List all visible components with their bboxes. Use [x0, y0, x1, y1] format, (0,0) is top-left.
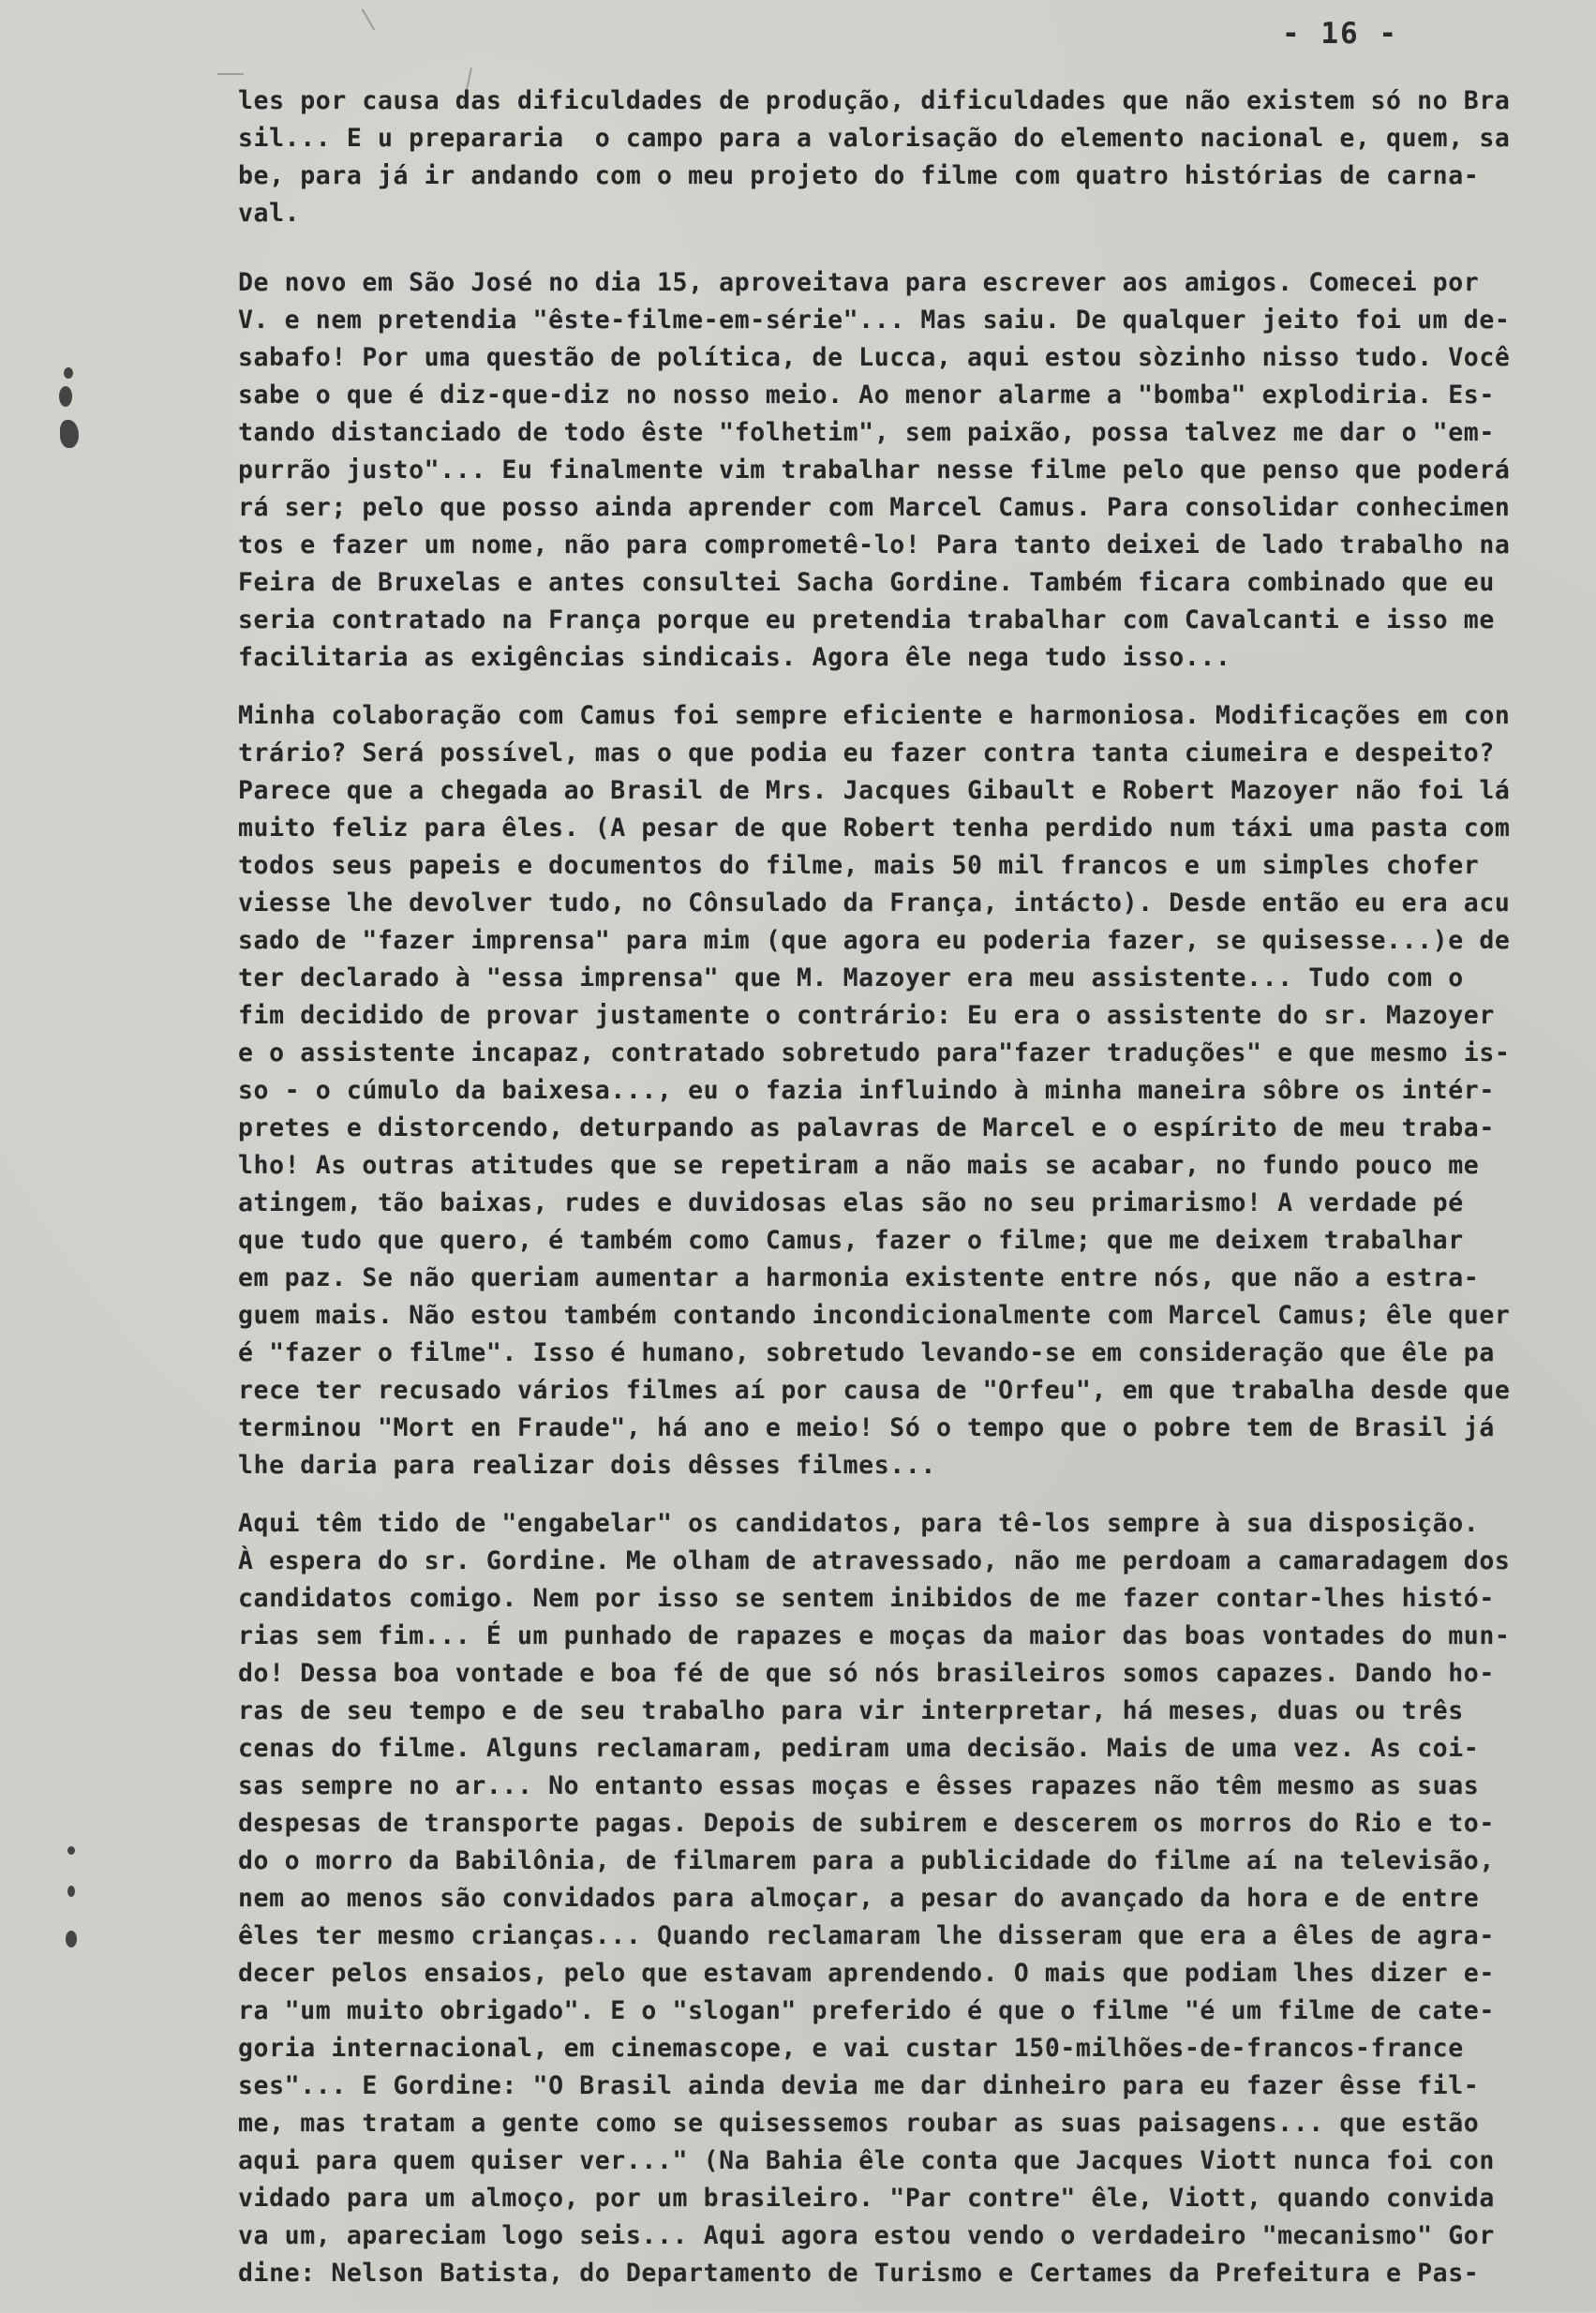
- text-line: sil... E u prepararia o campo para a valorisação do elemento nacional e, quem, sa: [238, 124, 1511, 153]
- text-line: êles ter mesmo crianças... Quando reclamaram lhe disseram que era a êles de agra-: [238, 1921, 1495, 1950]
- paragraph: [238, 264, 1588, 677]
- text-line: que tudo que quero, é também como Camus, fazer o filme; que me deixem trabalhar: [238, 1226, 1464, 1255]
- text-line: ra "um muito obrigado". E o "slogan" preferido é que o filme "é um filme de cate-: [238, 1996, 1495, 2025]
- text-line: despesas de transporte pagas. Depois de subirem e descerem os morros do Rio e to-: [238, 1809, 1495, 1838]
- text-line: val.: [238, 199, 301, 228]
- text-line: cenas do filme. Alguns reclamaram, pediram uma decisão. Mais de uma vez. As coi-: [238, 1734, 1480, 1763]
- text-line: candidatos comigo. Nem por isso se sentem inibidos de me fazer contar-lhes histó-: [238, 1584, 1495, 1613]
- text-line: be, para já ir andando com o meu projeto do filme com quatro histórias de carna-: [238, 161, 1480, 190]
- text-line: dine: Nelson Batista, do Departamento de Turismo e Certames da Prefeitura e Pas-: [238, 2259, 1480, 2288]
- typed-body: [238, 82, 1588, 2313]
- text-line: V. e nem pretendia "êste-filme-em-série"... Mas saiu. De qualquer jeito foi um de-: [238, 306, 1511, 335]
- text-line: sas sempre no ar... No entanto essas moças e êsses rapazes não têm mesmo as suas: [238, 1771, 1480, 1800]
- paragraph: [238, 1505, 1588, 2292]
- paragraph: [238, 82, 1588, 232]
- text-line: sabafo! Por uma questão de política, de Lucca, aqui estou sòzinho nisso tudo. Você: [238, 343, 1511, 372]
- text-line: tos e fazer um nome, não para comprometê-lo! Para tanto deixei de lado trabalho na: [238, 530, 1511, 560]
- text-line: é "fazer o filme". Isso é humano, sobretudo levando-se em consideração que êle pa: [238, 1338, 1495, 1367]
- binder-hole-mark: [67, 1886, 75, 1897]
- text-line: purrão justo"... Eu finalmente vim trabalhar nesse filme pelo que penso que poderá: [238, 455, 1511, 485]
- text-line: les por causa das dificuldades de produção, dificuldades que não existem só no Bra: [238, 86, 1511, 115]
- text-line: muito feliz para êles. (A pesar de que Robert tenha perdido num táxi uma pasta com: [238, 813, 1511, 843]
- text-line: me, mas tratam a gente como se quisessemos roubar as suas paisagens... que estão: [238, 2109, 1480, 2138]
- text-line: rá ser; pelo que posso ainda aprender com Marcel Camus. Para consolidar conhecimen: [238, 493, 1511, 522]
- text-line: ses"... E Gordine: "O Brasil ainda devia me dar dinheiro para eu fazer êsse fil-: [238, 2071, 1480, 2100]
- text-line: Parece que a chegada ao Brasil de Mrs. Jacques Gibault e Robert Mazoyer não foi lá: [238, 776, 1511, 805]
- text-line: todos seus papeis e documentos do filme, mais 50 mil francos e um simples chofer: [238, 851, 1480, 880]
- text-line: nem ao menos são convidados para almoçar, a pesar do avançado da hora e de entre: [238, 1884, 1480, 1913]
- text-line: rece ter recusado vários filmes aí por causa de "Orfeu", em que trabalha desde que: [238, 1376, 1511, 1405]
- text-line: vidado para um almoço, por um brasileiro. "Par contre" êle, Viott, quando convida: [238, 2184, 1495, 2213]
- text-line: facilitaria as exigências sindicais. Agora êle nega tudo isso...: [238, 643, 1231, 672]
- binder-hole-mark: [66, 1931, 77, 1947]
- text-line: va um, apareciam logo seis... Aqui agora estou vendo o verdadeiro "mecanismo" Gor: [238, 2221, 1495, 2250]
- binder-hole-mark: [59, 386, 72, 407]
- text-line: rias sem fim... É um punhado de rapazes e moças da maior das boas vontades do mun-: [238, 1621, 1511, 1650]
- text-line: lho! As outras atitudes que se repetiram a não mais se acabar, no fundo pouco me: [238, 1151, 1480, 1180]
- paper-scratch-mark: [362, 8, 376, 31]
- text-line: Minha colaboração com Camus foi sempre eficiente e harmoniosa. Modificações em con: [238, 701, 1511, 730]
- binder-hole-mark: [64, 367, 73, 379]
- text-line: aqui para quem quiser ver..." (Na Bahia êle conta que Jacques Viott nunca foi con: [238, 2146, 1495, 2175]
- paper-scratch-mark: [217, 73, 244, 75]
- text-line: do! Dessa boa vontade e boa fé de que só nós brasileiros somos capazes. Dando ho-: [238, 1659, 1495, 1688]
- text-line: goria internacional, em cinemascope, e vai custar 150-milhões-de-francos-france: [238, 2034, 1464, 2063]
- text-line: em paz. Se não queriam aumentar a harmonia existente entre nós, que não a estra-: [238, 1263, 1480, 1292]
- text-line: e o assistente incapaz, contratado sobretudo para"fazer traduções" e que mesmo is-: [238, 1038, 1511, 1067]
- text-line: fim decidido de provar justamente o contrário: Eu era o assistente do sr. Mazoyer: [238, 1001, 1495, 1030]
- text-line: pretes e distorcendo, deturpando as palavras de Marcel e o espírito de meu traba-: [238, 1113, 1495, 1142]
- text-line: atingem, tão baixas, rudes e duvidosas elas são no seu primarismo! A verdade pé: [238, 1188, 1464, 1217]
- text-line: terminou "Mort en Fraude", há ano e meio! Só o tempo que o pobre tem de Brasil já: [238, 1413, 1495, 1442]
- text-line: trário? Será possível, mas o que podia eu fazer contra tanta ciumeira e despeito?: [238, 739, 1495, 768]
- text-line: seria contratado na França porque eu pretendia trabalhar com Cavalcanti e isso me: [238, 605, 1495, 634]
- text-line: ras de seu tempo e de seu trabalho para vir interpretar, há meses, duas ou três: [238, 1696, 1464, 1725]
- text-line: De novo em São José no dia 15, aproveitava para escrever aos amigos. Comecei por: [238, 268, 1480, 297]
- text-line: sado de "fazer imprensa" para mim (que agora eu poderia fazer, se quisesse...)e de: [238, 926, 1511, 955]
- text-line: Aqui têm tido de "engabelar" os candidatos, para tê-los sempre à sua disposição.: [238, 1509, 1480, 1538]
- text-line: lhe daria para realizar dois dêsses filmes...: [238, 1451, 936, 1480]
- text-line: tando distanciado de todo êste "folhetim", sem paixão, possa talvez me dar o "em-: [238, 418, 1495, 447]
- text-line: À espera do sr. Gordine. Me olham de atravessado, não me perdoam a camaradagem dos: [238, 1546, 1511, 1575]
- binder-hole-mark: [60, 420, 79, 448]
- text-line: Feira de Bruxelas e antes consultei Sacha Gordine. Também ficara combinado que eu: [238, 568, 1495, 597]
- page-number: - 16 -: [1282, 17, 1398, 51]
- text-line: do o morro da Babilônia, de filmarem para a publicidade do filme aí na televisão,: [238, 1846, 1495, 1875]
- text-line: sabe o que é diz-que-diz no nosso meio. Ao menor alarme a "bomba" explodiria. Es-: [238, 381, 1495, 410]
- text-line: guem mais. Não estou também contando incondicionalmente com Marcel Camus; êle quer: [238, 1301, 1511, 1330]
- text-line: ter declarado à "essa imprensa" que M. Mazoyer era meu assistente... Tudo com o: [238, 963, 1464, 992]
- text-line: viesse lhe devolver tudo, no Cônsulado da França, intácto). Desde então eu era acu: [238, 888, 1511, 918]
- text-line: decer pelos ensaios, pelo que estavam aprendendo. O mais que podiam lhes dizer e-: [238, 1959, 1495, 1988]
- binder-hole-mark: [67, 1846, 75, 1855]
- paragraph: [238, 697, 1588, 1485]
- text-line: so - o cúmulo da baixesa..., eu o fazia influindo à minha maneira sôbre os intér-: [238, 1076, 1495, 1105]
